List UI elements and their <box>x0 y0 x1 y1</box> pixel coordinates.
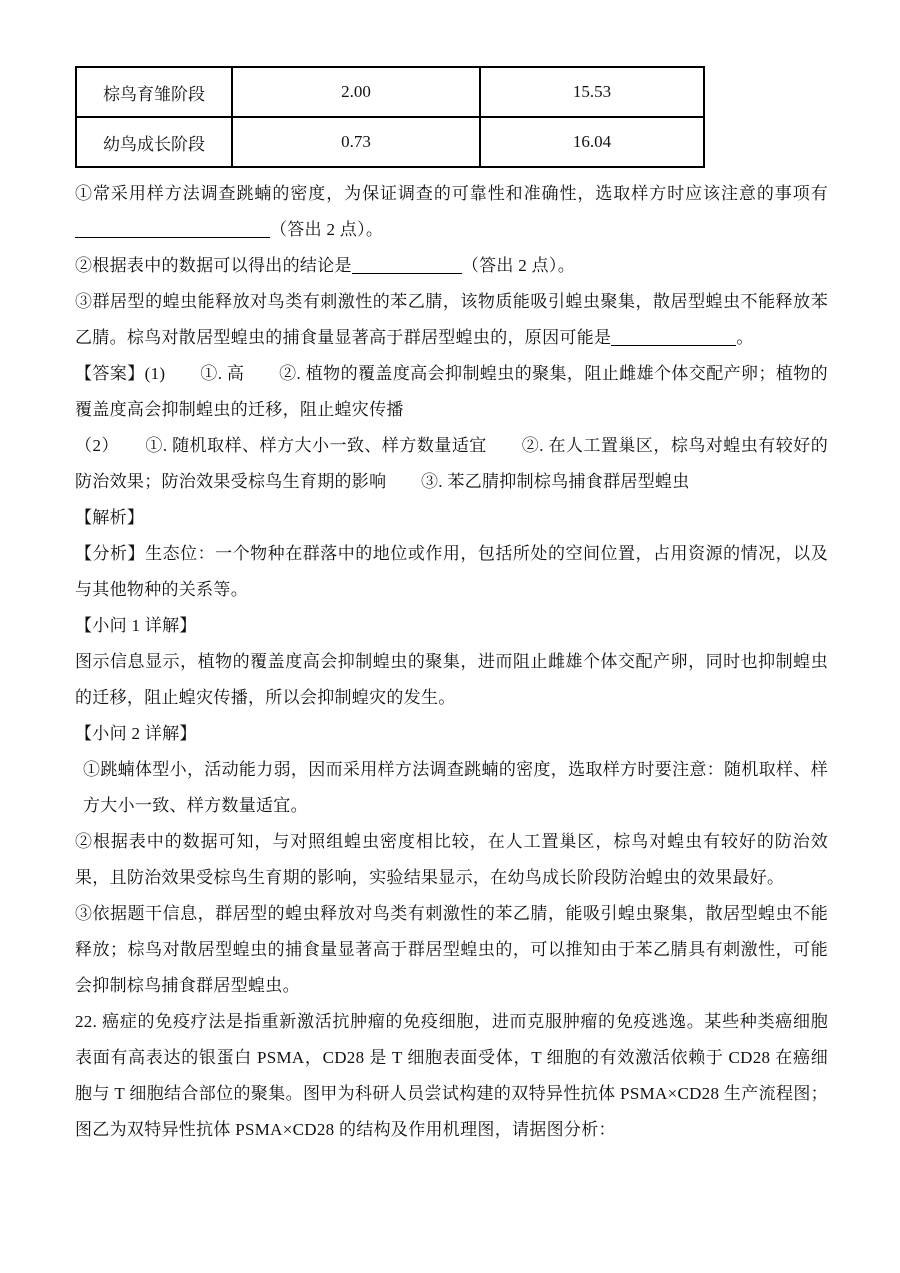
question-sub2-suffix: （答出 2 点）。 <box>461 256 576 275</box>
document-body <box>75 176 828 1148</box>
fill-in-blank-3 <box>611 345 736 346</box>
subquestion2-point3: ③依据题干信息，群居型的蝗虫释放对鸟类有刺激性的苯乙腈，能吸引蝗虫聚集，散居型蝗虫不能释放；棕鸟对散居型蝗虫的捕食量显著高于群居型蝗虫的，可以推知由于苯乙腈具有刺激性，可能会抑制棕鸟捕食群居型蝗虫。 <box>75 904 828 995</box>
question-sub3 <box>75 284 828 356</box>
locust-density-table <box>75 66 705 168</box>
table-cell-value1: 2.00 <box>232 67 480 117</box>
subquestion2-point1: ①跳蝻体型小，活动能力弱，因而采用样方法调查跳蝻的密度，选取样方时要注意：随机取样、样方大小一致、样方数量适宜。 <box>83 760 828 815</box>
table-cell-value1: 0.73 <box>232 117 480 167</box>
fill-in-blank-2 <box>352 273 462 274</box>
subquestion2-point2: ②根据表中的数据可知，与对照组蝗虫密度相比较，在人工置巢区，棕鸟对蝗虫有较好的防治效果，且防治效果受棕鸟生育期的影响，实验结果显示，在幼鸟成长阶段防治蝗虫的效果最好。 <box>75 832 828 887</box>
question-sub1 <box>75 176 828 248</box>
table-row <box>76 117 704 167</box>
question-sub1-text: ①常采用样方法调查跳蝻的密度，为保证调查的可靠性和准确性，选取样方时应该注意的事项有 <box>75 184 828 203</box>
question-sub1-suffix: （答出 2 点）。 <box>270 220 384 239</box>
subquestion1-body: 图示信息显示，植物的覆盖度高会抑制蝗虫的聚集，进而阻止雌雄个体交配产卵，同时也抑制蝗虫的迁移，阻止蝗灾传播，所以会抑制蝗灾的发生。 <box>75 652 828 707</box>
table-cell-stage: 幼鸟成长阶段 <box>76 117 232 167</box>
table-row <box>76 67 704 117</box>
table-cell-stage: 棕鸟育雏阶段 <box>76 67 232 117</box>
question-sub2 <box>75 248 828 284</box>
subquestion2-title: 【小问 2 详解】 <box>75 724 197 743</box>
table-cell-value2: 16.04 <box>480 117 704 167</box>
answer-part2: （2） ①. 随机取样、样方大小一致、样方数量适宜 ②. 在人工置巢区，棕鸟对蝗虫有较好的防治效果；防治效果受棕鸟生育期的影响 ③. 苯乙腈抑制棕鸟捕食群居型蝗虫 <box>75 436 828 491</box>
question-22: 22. 癌症的免疫疗法是指重新激活抗肿瘤的免疫细胞，进而克服肿瘤的免疫逃逸。某些种类癌细胞表面有高表达的银蛋白 PSMA，CD28 是 T 细胞表面受体，T 细胞的有效激活依赖于 CD28 在癌细胞与 T 细胞结合部位的聚集。图甲为科研人员尝试构建的双特异性抗体 PSMA×CD28 生产流程图；图乙为双特异性抗体 PSMA×CD28 的结构及作用机理图，请据图分析： <box>75 1012 828 1139</box>
jiexi-label: 【解析】 <box>75 508 145 527</box>
fenxi-paragraph: 【分析】生态位：一个物种在群落中的地位或作用，包括所处的空间位置，占用资源的情况，以及与其他物种的关系等。 <box>75 544 828 599</box>
answer-part1: 【答案】(1) ①. 高 ②. 植物的覆盖度高会抑制蝗虫的聚集，阻止雌雄个体交配产卵；植物的覆盖度高会抑制蝗虫的迁移，阻止蝗灾传播 <box>75 364 828 419</box>
question-sub3-text: ③群居型的蝗虫能释放对鸟类有刺激性的苯乙腈，该物质能吸引蝗虫聚集，散居型蝗虫不能释放苯乙腈。棕鸟对散居型蝗虫的捕食量显著高于群居型蝗虫的，原因可能是 <box>75 292 828 347</box>
fill-in-blank-1 <box>75 237 270 238</box>
subquestion1-title: 【小问 1 详解】 <box>75 616 197 635</box>
question-sub2-text: ②根据表中的数据可以得出的结论是 <box>75 256 352 275</box>
table-cell-value2: 15.53 <box>480 67 704 117</box>
question-sub3-suffix: 。 <box>736 328 754 347</box>
